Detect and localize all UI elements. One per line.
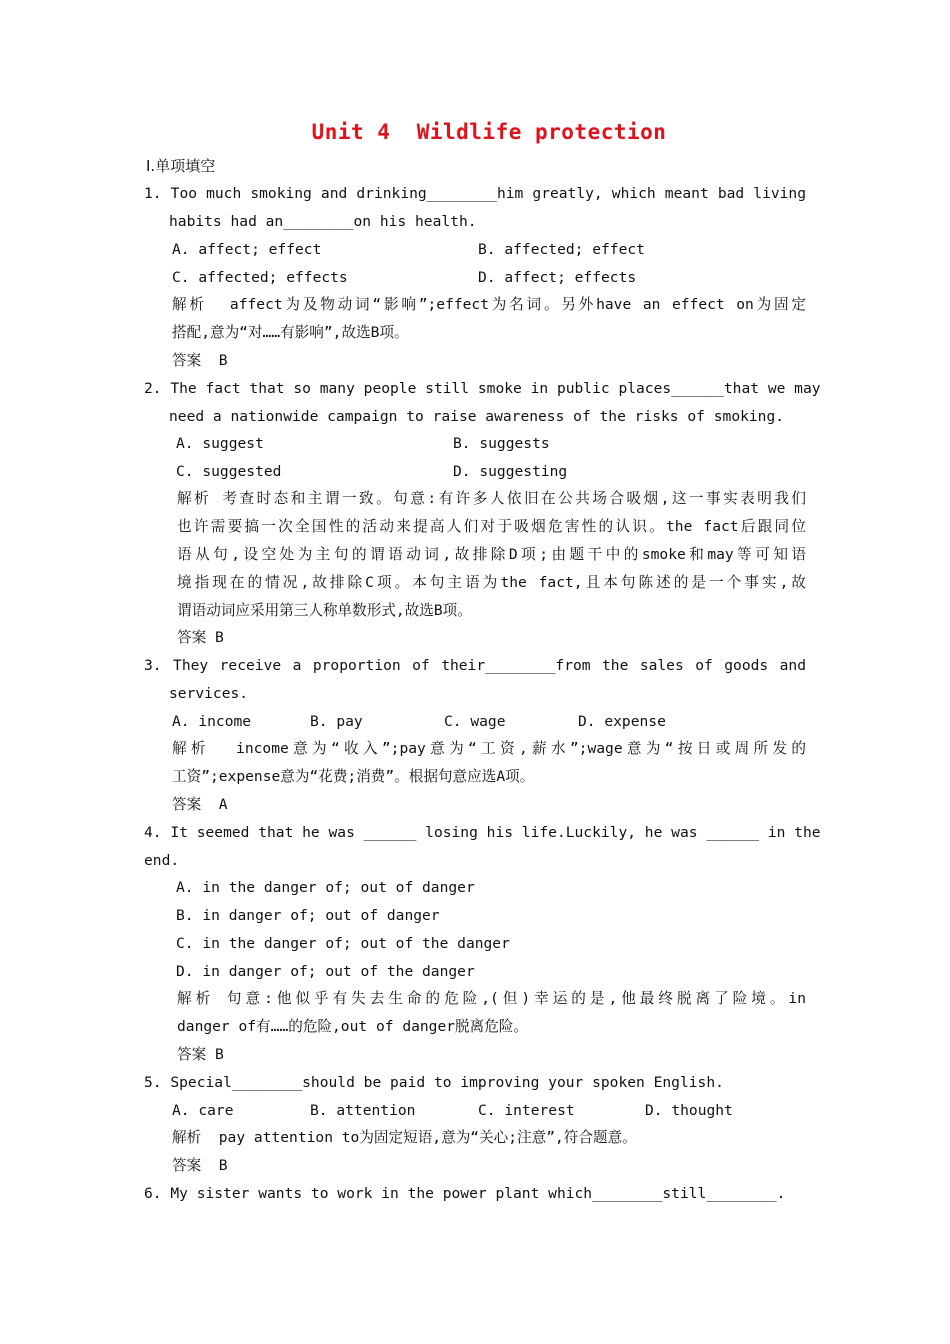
question-4-stem-line-1: 4. It seemed that he was ______ losing his life.Luckily, he was ______ in the [144,824,821,841]
question-2-explanation-line-3: 语从句,设空处为主句的谓语动词,故排除D项;由题干中的smoke和may等可知语 [177,546,806,563]
question-2-explanation-line-2: 也许需要搞一次全国性的活动来提高人们对于吸烟危害性的认识。the fact后跟同位 [177,518,806,535]
question-5-option-b: B. attention [310,1102,416,1119]
section-heading: Ⅰ.单项填空 [146,157,216,175]
question-1-stem-line-2: habits had an________on his health. [169,213,477,230]
question-3-option-c: C. wage [444,713,506,730]
question-6-stem-line-1: 6. My sister wants to work in the power plant which________still________. [144,1185,786,1202]
question-3-answer: 答案 A [172,796,228,813]
question-2-answer: 答案 B [177,629,224,646]
question-4-option-c: C. in the danger of; out of the danger [176,935,510,952]
question-5-explanation-line-1: 解析 pay attention to为固定短语,意为“关心;注意”,符合题意。 [172,1129,637,1146]
question-4-option-d: D. in danger of; out of the danger [176,963,475,980]
question-1-option-d: D. affect; effects [478,269,637,286]
question-3-stem-line-2: services. [169,685,249,702]
question-2-option-d: D. suggesting [453,463,568,480]
question-1-explanation-line-1: 解析 affect为及物动词“影响”;effect为名词。另外have an effect on为固定 [172,296,806,313]
question-2-explanation-line-1: 解析 考查时态和主谓一致。句意:有许多人依旧在公共场合吸烟,这一事实表明我们 [177,490,806,507]
question-1-option-b: B. affected; effect [478,241,645,258]
question-4-option-a: A. in the danger of; out of danger [176,879,475,896]
question-4-option-b: B. in danger of; out of danger [176,907,440,924]
question-5-option-a: A. care [172,1102,234,1119]
question-2-stem-line-1: 2. The fact that so many people still smoke in public places______that we may [144,380,821,397]
question-5-option-d: D. thought [645,1102,733,1119]
question-2-explanation-line-5: 谓语动词应采用第三人称单数形式,故选B项。 [177,602,472,619]
question-4-explanation-line-1: 解析 句意:他似乎有失去生命的危险,(但)幸运的是,他最终脱离了险境。in [177,990,806,1007]
question-4-answer: 答案 B [177,1046,224,1063]
question-3-option-b: B. pay [310,713,363,730]
question-1-option-c: C. affected; effects [172,269,348,286]
question-5-stem-line-1: 5. Special________should be paid to improving your spoken English. [144,1074,724,1091]
question-5-answer: 答案 B [172,1157,228,1174]
page-title: Unit 4 Wildlife protection [311,120,667,144]
question-3-option-d: D. expense [578,713,666,730]
question-1-stem-line-1: 1. Too much smoking and drinking________him greatly, which meant bad living [144,185,806,202]
question-1-option-a: A. affect; effect [172,241,322,258]
question-2-option-a: A. suggest [176,435,264,452]
question-2-option-b: B. suggests [453,435,550,452]
question-2-option-c: C. suggested [176,463,282,480]
question-4-stem-line-2: end. [144,852,180,869]
question-2-explanation-line-4: 境指现在的情况,故排除C项。本句主语为the fact,且本句陈述的是一个事实,故 [177,574,806,591]
question-3-option-a: A. income [172,713,252,730]
question-1-explanation-line-2: 搭配,意为“对……有影响”,故选B项。 [172,324,409,341]
question-1-answer: 答案 B [172,352,228,369]
question-3-explanation-line-2: 工资”;expense意为“花费;消费”。根据句意应选A项。 [172,768,535,785]
question-3-explanation-line-1: 解析 income意为“收入”;pay意为“工资,薪水”;wage意为“按日或周所发的 [172,740,806,757]
question-2-stem-line-2: need a nationwide campaign to raise awareness of the risks of smoking. [169,408,785,425]
question-4-explanation-line-2: danger of有……的危险,out of danger脱离危险。 [177,1018,528,1035]
question-3-stem-line-1: 3. They receive a proportion of their________from the sales of goods and [144,657,806,674]
question-5-option-c: C. interest [478,1102,575,1119]
